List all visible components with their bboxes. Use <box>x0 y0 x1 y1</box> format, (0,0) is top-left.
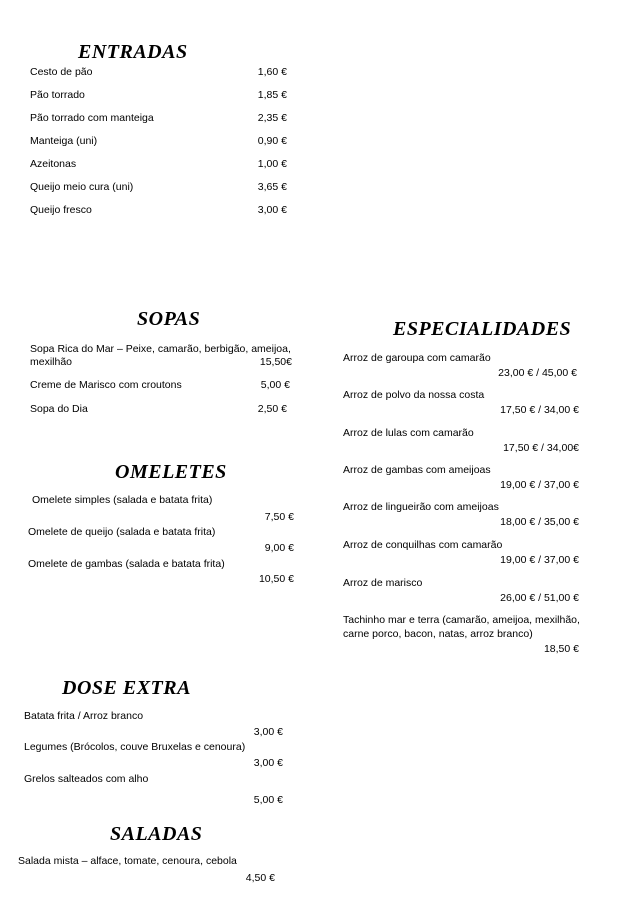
menu-item-name: Arroz de marisco <box>343 577 423 589</box>
menu-item-name: Arroz de polvo da nossa costa <box>343 389 485 401</box>
menu-item-name: Tachinho mar e terra (camarão, ameijoa, mexilhão, <box>343 614 580 626</box>
menu-item-name: Omelete simples (salada e batata frita) <box>32 494 213 506</box>
menu-item-name-continued: mexilhão <box>30 356 73 368</box>
menu-item-name: Arroz de gambas com ameijoas <box>343 464 491 476</box>
menu-item-price: 0,90 € <box>257 135 287 147</box>
section-heading-dose-extra: DOSE EXTRA <box>62 677 191 699</box>
menu-item-price: 17,50 € / 34,00€ <box>503 442 579 454</box>
menu-item-name: Manteiga (uni) <box>30 135 98 147</box>
menu-item-name: Queijo meio cura (uni) <box>30 181 134 193</box>
menu-item-name: Sopa Rica do Mar – Peixe, camarão, berbigão, ameijoa, <box>30 343 291 355</box>
menu-item-price: 19,00 € / 37,00 € <box>500 554 579 566</box>
menu-item-price: 1,00 € <box>257 158 287 170</box>
menu-item-price: 18,50 € <box>543 643 579 655</box>
menu-item-price: 7,50 € <box>264 511 294 523</box>
menu-item-name: Cesto de pão <box>30 66 93 78</box>
menu-item-name: Batata frita / Arroz branco <box>24 710 144 722</box>
menu-item-name: Grelos salteados com alho <box>24 773 149 785</box>
menu-item-name: Queijo fresco <box>30 204 92 216</box>
menu-item-price: 9,00 € <box>264 542 294 554</box>
menu-item-price: 10,50 € <box>258 573 294 585</box>
menu-item-price: 3,00 € <box>253 757 283 769</box>
menu-item-price: 23,00 € / 45,00 € <box>498 367 577 379</box>
menu-item-name: Arroz de garoupa com camarão <box>343 352 491 364</box>
menu-item-price: 3,65 € <box>257 181 287 193</box>
menu-item-name: Arroz de lingueirão com ameijoas <box>343 501 499 513</box>
menu-item-price: 17,50 € / 34,00 € <box>500 404 579 416</box>
menu-item-name: Pão torrado com manteiga <box>30 112 154 124</box>
menu-item-name: Azeitonas <box>30 158 77 170</box>
menu-item-price: 4,50 € <box>245 872 275 884</box>
menu-item-name: Pão torrado <box>30 89 85 101</box>
menu-item-name: Sopa do Dia <box>30 403 88 415</box>
menu-item-price: 19,00 € / 37,00 € <box>500 479 579 491</box>
menu-item-price: 2,35 € <box>257 112 287 124</box>
section-heading-sopas: SOPAS <box>137 308 201 330</box>
menu-item-name: Arroz de conquilhas com camarão <box>343 539 503 551</box>
menu-item-name: Creme de Marisco com croutons <box>30 379 182 391</box>
menu-item-name: Legumes (Brócolos, couve Bruxelas e cenoura) <box>24 741 246 753</box>
section-heading-saladas: SALADAS <box>110 823 203 845</box>
menu-item-price: 1,60 € <box>257 66 287 78</box>
menu-item-price: 15,50€ <box>259 356 292 368</box>
menu-item-price: 2,50 € <box>257 403 287 415</box>
menu-item-price: 3,00 € <box>257 204 287 216</box>
menu-item-price: 1,85 € <box>257 89 287 101</box>
menu-item-name: Omelete de gambas (salada e batata frita) <box>28 558 225 570</box>
menu-item-price: 5,00 € <box>253 794 283 806</box>
menu-item-price: 26,00 € / 51,00 € <box>500 592 579 604</box>
section-heading-omeletes: OMELETES <box>115 461 227 483</box>
menu-item-price: 3,00 € <box>253 726 283 738</box>
section-heading-especialidades: ESPECIALIDADES <box>393 318 572 340</box>
menu-item-name: Salada mista – alface, tomate, cenoura, cebola <box>18 855 237 867</box>
menu-item-name: Omelete de queijo (salada e batata frita) <box>28 526 216 538</box>
section-heading-entradas: ENTRADAS <box>78 41 188 63</box>
menu-item-name-continued: carne porco, bacon, natas, arroz branco) <box>343 628 533 640</box>
menu-item-price: 18,00 € / 35,00 € <box>500 516 579 528</box>
menu-item-name: Arroz de lulas com camarão <box>343 427 474 439</box>
menu-item-price: 5,00 € <box>260 379 290 391</box>
